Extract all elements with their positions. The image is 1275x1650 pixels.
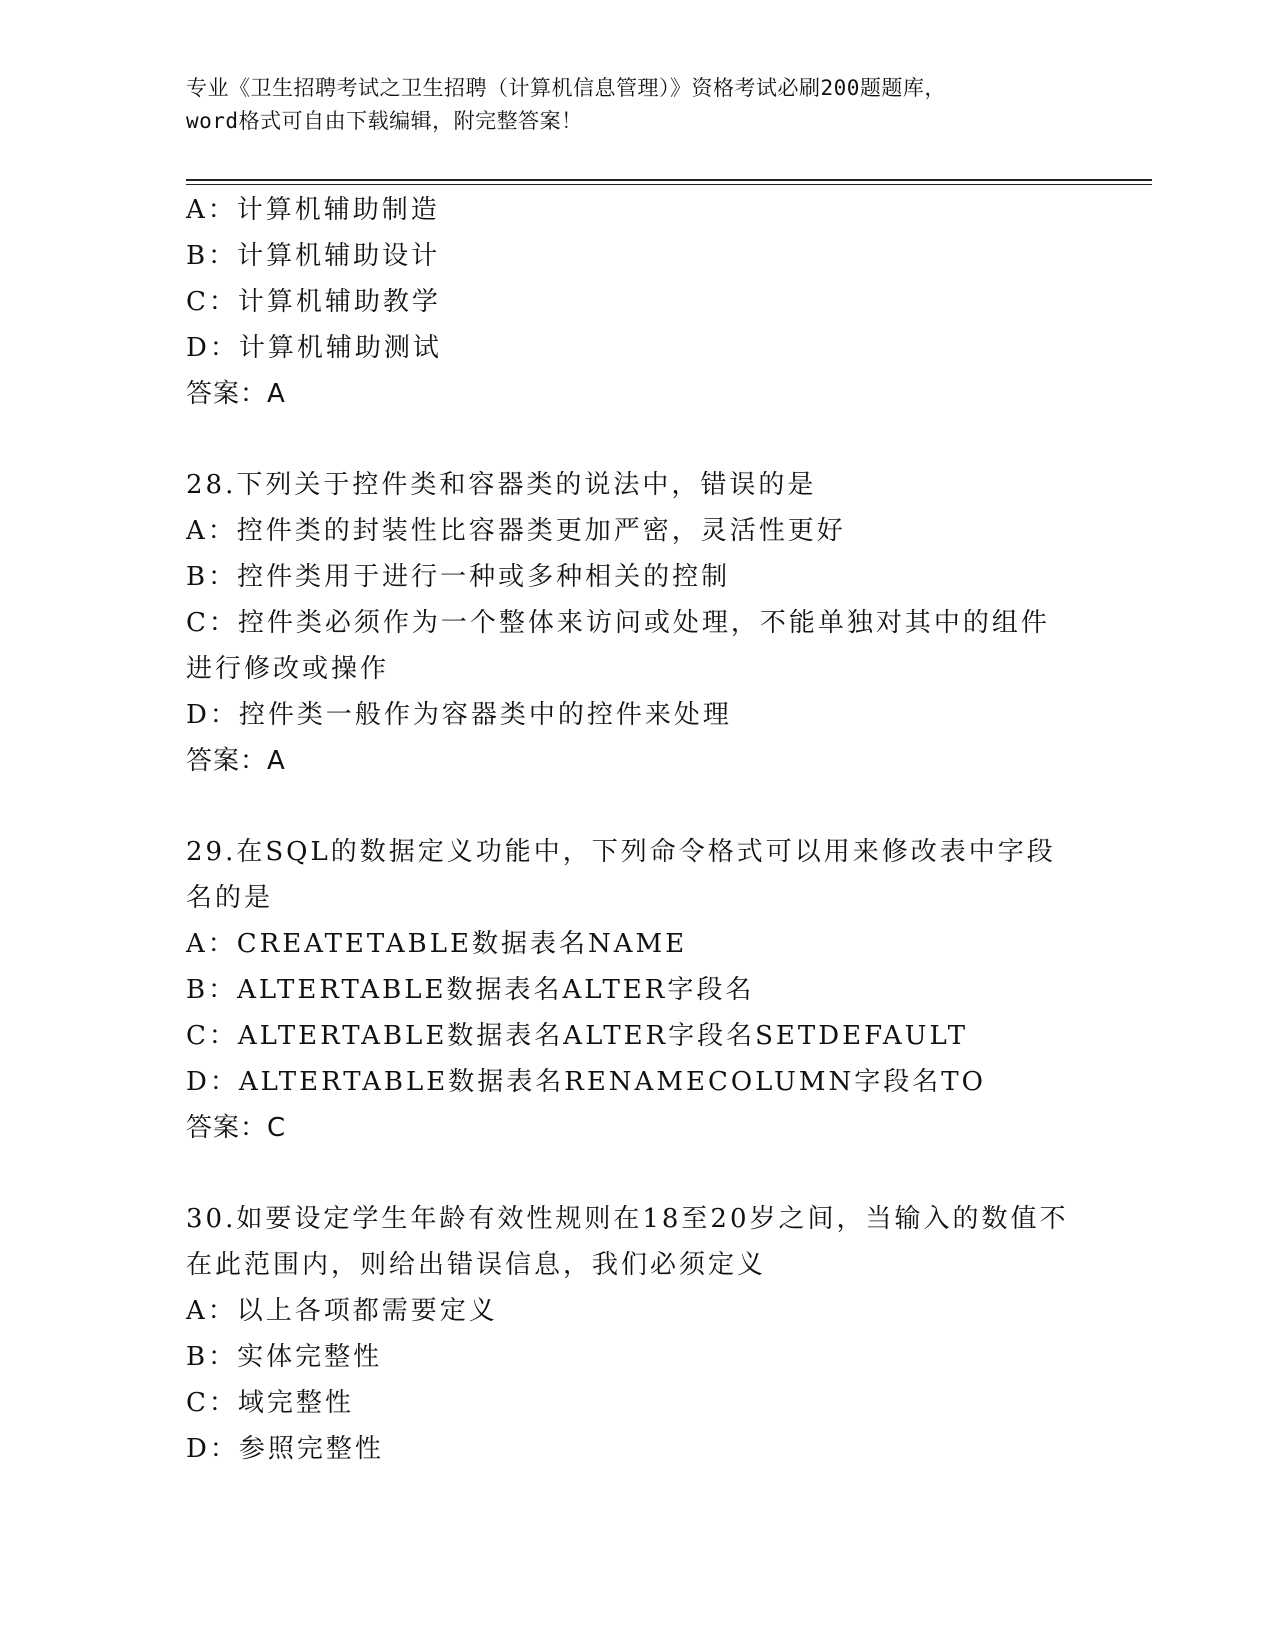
q30-option-d: D：参照完整性	[186, 1434, 384, 1464]
header-divider-thin	[186, 184, 1152, 185]
q28-option-a: A：控件类的封装性比容器类更加严密，灵活性更好	[186, 516, 846, 546]
q28-answer: 答案：A	[186, 746, 286, 776]
q29-question: 29.在SQL的数据定义功能中，下列命令格式可以用来修改表中字段名的是	[186, 837, 1056, 913]
header-line-1: 专业《卫生招聘考试之卫生招聘（计算机信息管理）》资格考试必刷200题题库，	[186, 76, 946, 100]
header-divider-thick	[186, 179, 1152, 181]
question-29	[186, 829, 1076, 1151]
q27-option-d: D：计算机辅助测试	[186, 333, 442, 363]
q27-option-b: B：计算机辅助设计	[186, 241, 441, 271]
spacer	[186, 784, 1076, 829]
q30-question: 30.如要设定学生年龄有效性规则在18至20岁之间，当输入的数值不在此范围内，则给出错误信息，我们必须定义	[186, 1204, 1069, 1280]
q28-option-b: B：控件类用于进行一种或多种相关的控制	[186, 562, 731, 592]
q30-option-b: B：实体完整性	[186, 1342, 383, 1372]
spacer	[186, 1151, 1076, 1196]
q29-option-a: A：CREATETABLE数据表名NAME	[186, 929, 688, 959]
q28-question: 28.下列关于控件类和容器类的说法中，错误的是	[186, 470, 817, 500]
q28-option-c: C：控件类必须作为一个整体来访问或处理，不能单独对其中的组件进行修改或操作	[186, 608, 1050, 684]
question-28	[186, 462, 1076, 784]
q29-option-b: B：ALTERTABLE数据表名ALTER字段名	[186, 975, 755, 1005]
q29-option-d: D：ALTERTABLE数据表名RENAMECOLUMN字段名TO	[186, 1067, 986, 1097]
q29-option-c: C：ALTERTABLE数据表名ALTER字段名SETDEFAULT	[186, 1021, 969, 1051]
q27-option-a: A：计算机辅助制造	[186, 195, 440, 225]
document-header	[186, 72, 1086, 138]
question-list	[186, 187, 1076, 1472]
q30-option-a: A：以上各项都需要定义	[186, 1296, 498, 1326]
q30-option-c: C：域完整性	[186, 1388, 354, 1418]
q28-option-d: D：控件类一般作为容器类中的控件来处理	[186, 700, 732, 730]
q29-answer: 答案：C	[186, 1113, 287, 1143]
q27-answer: 答案：A	[186, 379, 286, 409]
question-27	[186, 187, 1076, 417]
q27-option-c: C：计算机辅助教学	[186, 287, 441, 317]
header-line-2: word格式可自由下载编辑，附完整答案！	[186, 109, 583, 133]
question-30	[186, 1196, 1076, 1472]
spacer	[186, 417, 1076, 462]
